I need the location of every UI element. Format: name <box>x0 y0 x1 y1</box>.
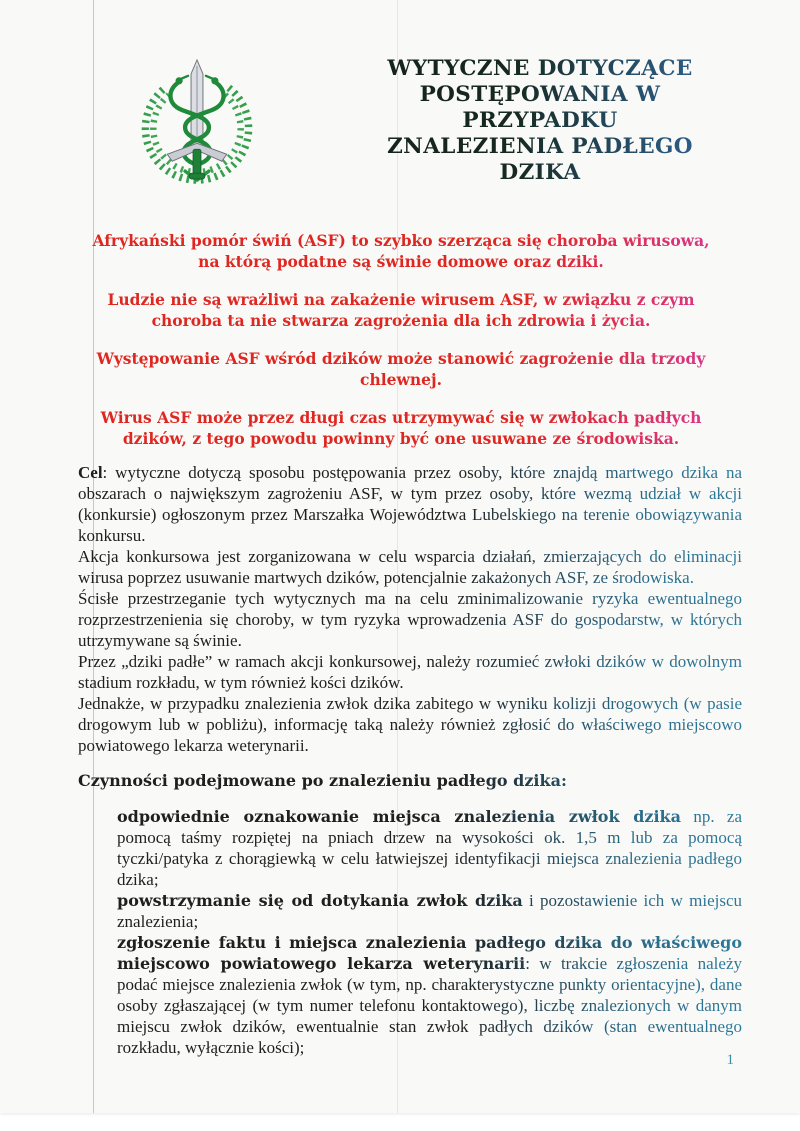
intro-paragraph: Wirus ASF może przez długi czas utrzymywać się w zwłokach padłych dzików, z tego powodu powinny być one usuwane ze środowiska. <box>80 407 722 449</box>
list-item-bold: powstrzymanie się od dotykania zwłok dzika <box>117 891 523 910</box>
paragraph-lead: Cel <box>78 463 103 482</box>
body-paragraph <box>78 693 742 756</box>
body-paragraph <box>78 546 742 588</box>
document-header <box>0 54 800 188</box>
paragraph-text: : wytyczne dotyczą sposobu postępowania przez osoby, które znajdą martwego dzika na obszarach o największym zagrożeniu ASF, w tym przez osoby, które wezmą udział w akcji (konkursie) ogłoszonym przez Marszałka Województwa Lubelskiego na terenie obowiązywania konkursu. <box>78 463 742 545</box>
list-item <box>78 932 742 1058</box>
body-paragraph <box>78 462 742 546</box>
section-heading: Czynności podejmowane po znalezieniu padłego dzika: <box>78 770 742 791</box>
dash-marker: – <box>87 807 96 826</box>
list-item-bold: odpowiednie oznakowanie miejsca znalezienia zwłok dzika <box>117 807 682 826</box>
intro-paragraph: Występowanie ASF wśród dzików może stanowić zagrożenie dla trzody chlewnej. <box>80 348 722 390</box>
page-number: 1 <box>726 1052 734 1068</box>
title-line-3: ZNALEZIENIA PADŁEGO DZIKA <box>387 134 693 185</box>
paragraph-text: Ścisłe przestrzeganie tych wytycznych ma na celu zminimalizowanie ryzyka ewentualnego rozprzestrzenienia się choroby, w tym ryzyka wprowadzenia ASF do gospodarstw, w których utrzymywane są świnie. <box>78 589 742 650</box>
intro-paragraph: Afrykański pomór świń (ASF) to szybko szerząca się choroba wirusowa, na którą podatne są świnie domowe oraz dziki. <box>80 230 722 272</box>
list-item-text: np. za pomocą taśmy rozpiętej na pniach drzew na wysokości ok. 1,5 m lub za pomocą tyczki/patyka z chorągiewką w celu łatwiejszej identyfikacji miejsca znalezienia padłego dzika; <box>117 807 742 889</box>
list-item <box>78 890 742 932</box>
dash-marker: – <box>87 933 96 952</box>
intro-paragraph: Ludzie nie są wrażliwi na zakażenie wirusem ASF, w związku z czym choroba ta nie stwarza zagrożenia dla ich zdrowia i życia. <box>80 289 722 331</box>
veterinary-caduceus-logo <box>136 54 258 188</box>
list-item <box>78 806 742 890</box>
list-item-text: i pozostawienie ich w miejscu znalezienia; <box>117 891 742 931</box>
body-paragraph <box>78 651 742 693</box>
body-column <box>78 462 742 1058</box>
dash-marker: – <box>87 891 96 910</box>
paragraph-text: Akcja konkursowa jest zorganizowana w celu wsparcia działań, zmierzających do eliminacji wirusa poprzez usuwanie martwych dzików, potencjalnie zakażonych ASF, ze środowiska. <box>78 547 742 587</box>
list-item-text: : w trakcie zgłoszenia należy podać miejsce znalezienia zwłok (w tym, np. charakterystyczne punkty orientacyjne), dane osoby zgłaszającej (w tym numer telefonu kontaktowego), liczbę znalezionych w danym miejscu zwłok dzików, ewentualnie stan zwłok padłych dzików (stan ewentualnego rozkładu, wyłącznie kości); <box>117 954 742 1057</box>
intro-block <box>80 230 722 466</box>
action-list <box>78 806 742 1058</box>
document-title <box>354 54 726 186</box>
paragraph-text: Jednakże, w przypadku znalezienia zwłok dzika zabitego w wyniku kolizji drogowych (w pasie drogowym lub w pobliżu), informację taką należy również zgłosić do właściwego miejscowo powiatowego lekarza weterynarii. <box>78 694 742 755</box>
list-item-bold: zgłoszenie faktu i miejsca znalezienia padłego dzika do właściwego miejscowo powiatowego lekarza weterynarii <box>117 933 742 973</box>
title-line-1: WYTYCZNE DOTYCZĄCE <box>387 56 693 81</box>
paragraph-text: Przez „dziki padłe” w ramach akcji konkursowej, należy rozumieć zwłoki dzików w dowolnym stadium rozkładu, w tym również kości dzików. <box>78 652 742 692</box>
title-line-2: POSTĘPOWANIA W PRZYPADKU <box>419 82 661 133</box>
body-paragraph <box>78 588 742 651</box>
